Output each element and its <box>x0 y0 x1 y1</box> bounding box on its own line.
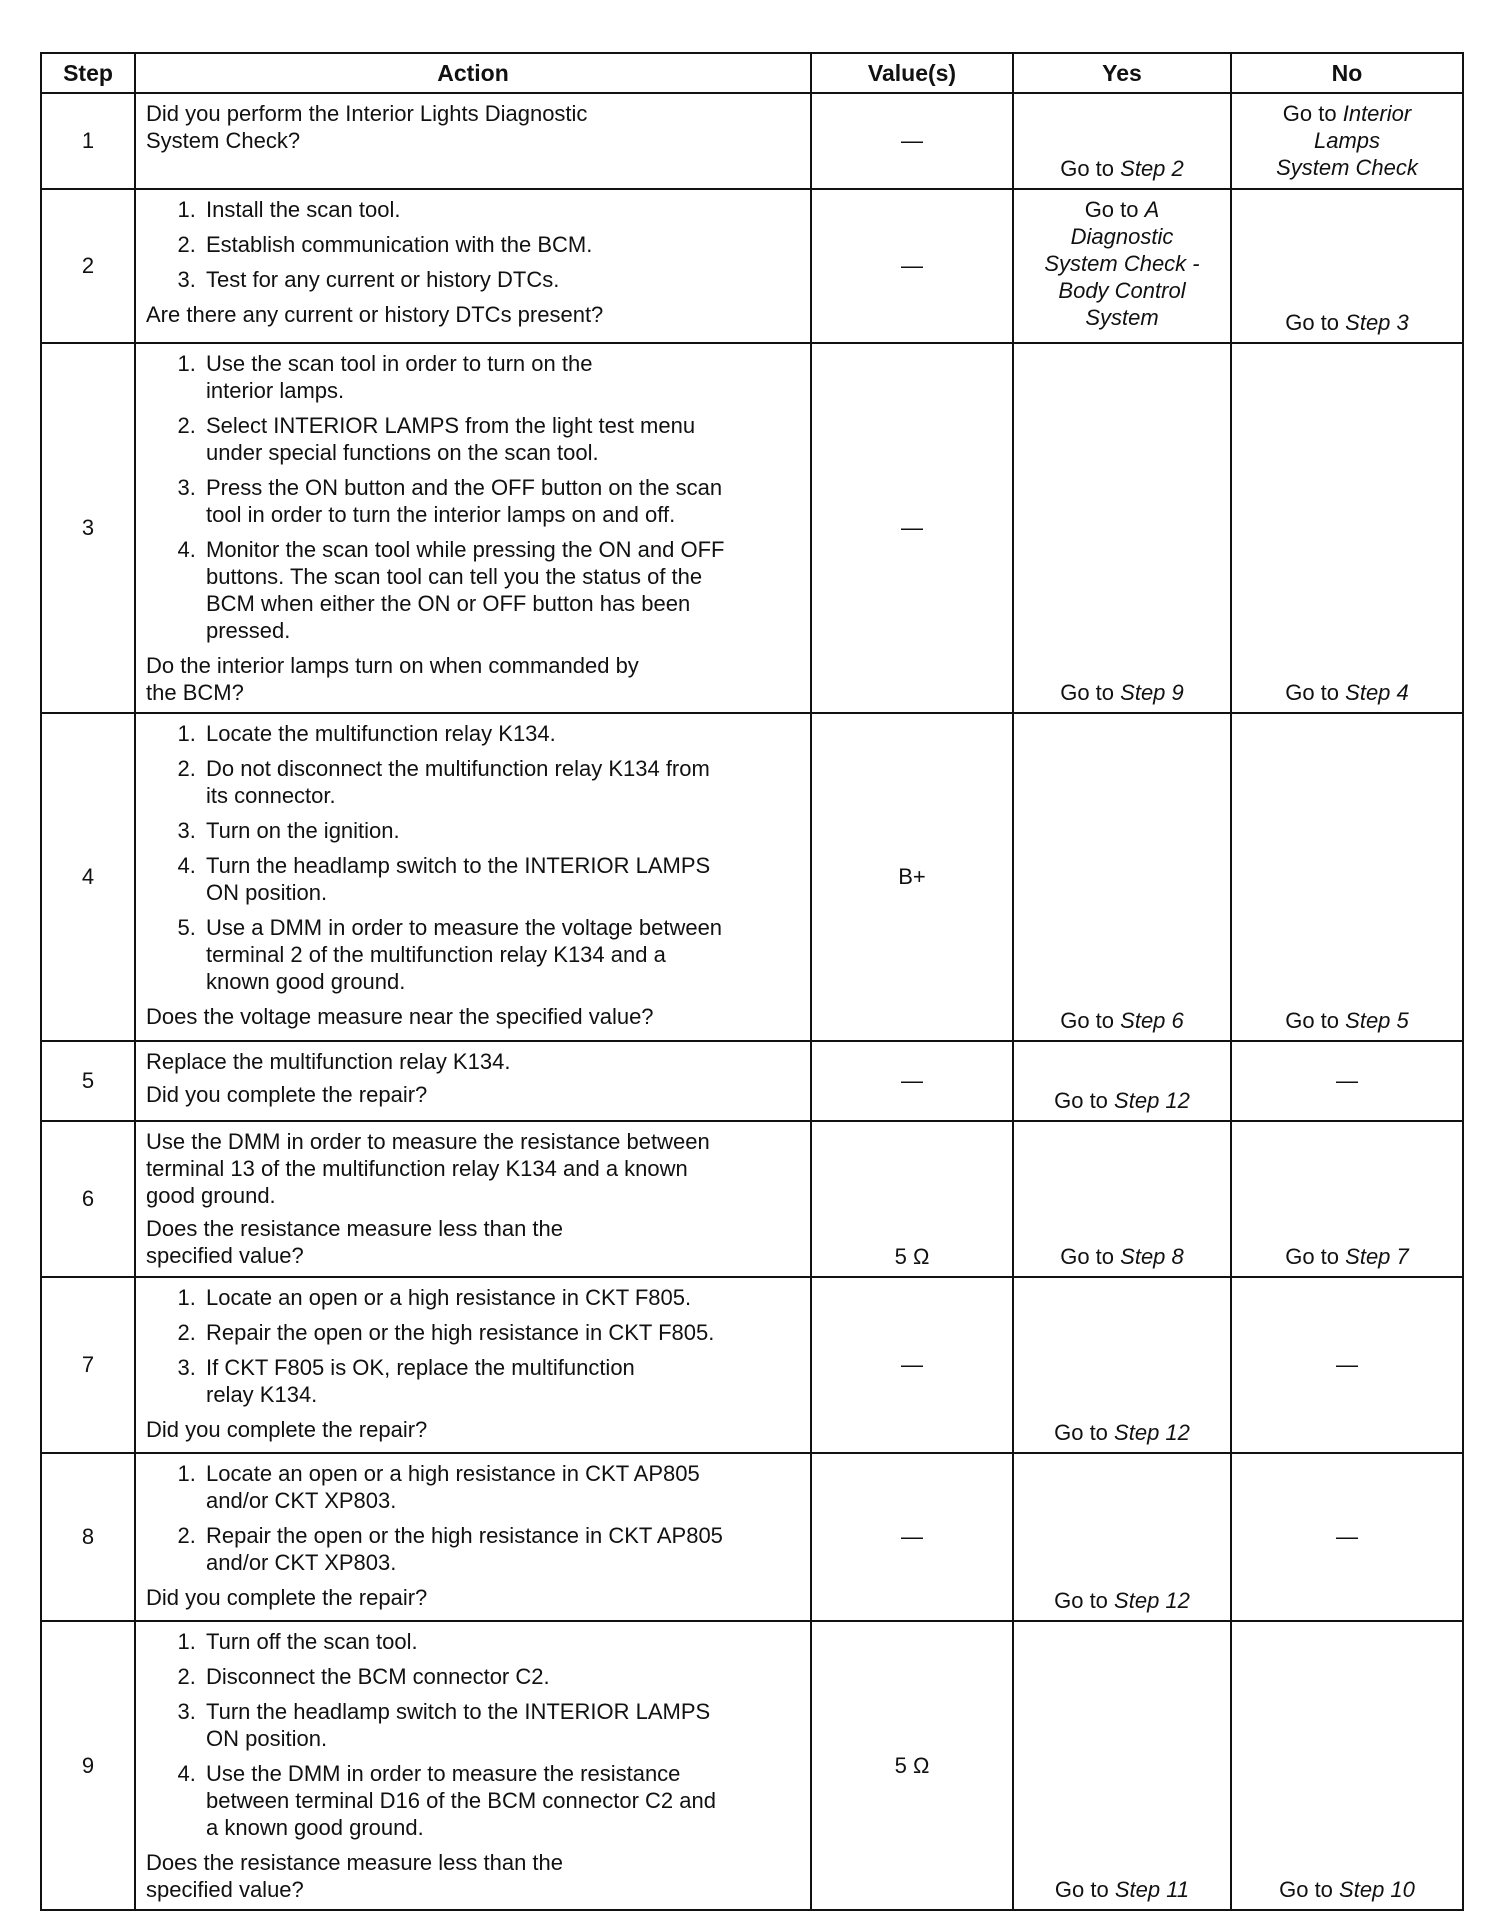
value-cell: — <box>811 93 1013 189</box>
table-row <box>41 343 1463 713</box>
action-item: 3. If CKT F805 is OK, replace the multifunction relay K134. <box>202 1354 800 1408</box>
action-cell <box>135 713 811 1041</box>
action-list <box>146 1628 800 1841</box>
step-number: 6 <box>41 1121 135 1277</box>
action-text: Use the DMM in order to measure the resistance between terminal 13 of the multifunction relay K134 and a known good ground. <box>146 1129 710 1208</box>
action-item: 1. Locate the multifunction relay K134. <box>202 720 800 747</box>
step-number: 4 <box>41 713 135 1041</box>
header-action: Action <box>135 53 811 93</box>
step-number: 9 <box>41 1621 135 1910</box>
yes-cell: Go to Step 2 <box>1013 93 1231 189</box>
action-question: Do the interior lamps turn on when commanded by the BCM? <box>146 653 639 705</box>
action-question: Does the resistance measure less than the specified value? <box>146 1216 564 1268</box>
table-row <box>41 1621 1463 1910</box>
value-cell: — <box>811 189 1013 343</box>
action-item: 3. Turn the headlamp switch to the INTERIOR LAMPS ON position. <box>202 1698 800 1752</box>
step-number: 8 <box>41 1453 135 1621</box>
yes-cell: Go to A Diagnostic System Check - Body Control System <box>1013 189 1231 343</box>
action-item: 2. Disconnect the BCM connector C2. <box>202 1663 800 1690</box>
action-item: 2. Repair the open or the high resistance in CKT AP805 and/or CKT XP803. <box>202 1522 800 1576</box>
action-item: 1. Install the scan tool. <box>202 196 800 223</box>
table-row <box>41 93 1463 189</box>
step-number: 3 <box>41 343 135 713</box>
step-number: 1 <box>41 93 135 189</box>
action-text: Replace the multifunction relay K134. <box>146 1049 511 1074</box>
diagnostic-table <box>40 52 1464 1911</box>
yes-cell: Go to Step 12 <box>1013 1041 1231 1121</box>
action-item: 1. Turn off the scan tool. <box>202 1628 800 1655</box>
yes-cell: Go to Step 12 <box>1013 1453 1231 1621</box>
header-row <box>41 53 1463 93</box>
action-item: 2. Select INTERIOR LAMPS from the light test menu under special functions on the scan tool. <box>202 412 800 466</box>
action-item: 4. Monitor the scan tool while pressing the ON and OFF buttons. The scan tool can tell you the status of the BCM when either the ON or OFF button has been pressed. <box>202 536 800 644</box>
value-cell: — <box>811 343 1013 713</box>
table-row <box>41 713 1463 1041</box>
action-list <box>146 196 800 293</box>
action-list <box>146 1460 800 1576</box>
no-cell: Go to Step 10 <box>1231 1621 1463 1910</box>
action-item: 3. Test for any current or history DTCs. <box>202 266 800 293</box>
action-item: 3. Press the ON button and the OFF button on the scan tool in order to turn the interior lamps on and off. <box>202 474 800 528</box>
step-number: 7 <box>41 1277 135 1453</box>
action-question: Did you complete the repair? <box>146 1082 428 1107</box>
step-number: 5 <box>41 1041 135 1121</box>
value-cell: B+ <box>811 713 1013 1041</box>
table-row <box>41 1277 1463 1453</box>
no-cell: — <box>1231 1453 1463 1621</box>
step-number: 2 <box>41 189 135 343</box>
action-cell <box>135 1041 811 1121</box>
yes-cell: Go to Step 12 <box>1013 1277 1231 1453</box>
header-step: Step <box>41 53 135 93</box>
no-cell: Go to Step 3 <box>1231 189 1463 343</box>
no-cell: Go to Step 4 <box>1231 343 1463 713</box>
yes-cell: Go to Step 9 <box>1013 343 1231 713</box>
header-yes: Yes <box>1013 53 1231 93</box>
action-cell <box>135 1277 811 1453</box>
action-cell <box>135 93 811 189</box>
action-cell <box>135 189 811 343</box>
action-item: 1. Locate an open or a high resistance in CKT F805. <box>202 1284 800 1311</box>
value-cell: 5 Ω <box>811 1621 1013 1910</box>
action-item: 2. Do not disconnect the multifunction relay K134 from its connector. <box>202 755 800 809</box>
action-item: 2. Establish communication with the BCM. <box>202 231 800 258</box>
header-no: No <box>1231 53 1463 93</box>
action-item: 4. Use the DMM in order to measure the resistance between terminal D16 of the BCM connector C2 and a known good ground. <box>202 1760 800 1841</box>
value-cell: — <box>811 1453 1013 1621</box>
no-cell: Go to Step 5 <box>1231 713 1463 1041</box>
action-item: 4. Turn the headlamp switch to the INTERIOR LAMPS ON position. <box>202 852 800 906</box>
action-question: Are there any current or history DTCs present? <box>146 302 604 327</box>
action-question: Did you complete the repair? <box>146 1417 428 1442</box>
no-cell: Go to Step 7 <box>1231 1121 1463 1277</box>
action-item: 2. Repair the open or the high resistance in CKT F805. <box>202 1319 800 1346</box>
value-cell: — <box>811 1041 1013 1121</box>
action-list <box>146 1284 800 1408</box>
action-question: Does the resistance measure less than the specified value? <box>146 1850 564 1902</box>
no-cell: — <box>1231 1277 1463 1453</box>
yes-cell: Go to Step 6 <box>1013 713 1231 1041</box>
no-cell: — <box>1231 1041 1463 1121</box>
action-item: 1. Use the scan tool in order to turn on the interior lamps. <box>202 350 800 404</box>
value-cell: — <box>811 1277 1013 1453</box>
no-cell: Go to Interior Lamps System Check <box>1231 93 1463 189</box>
table-row <box>41 189 1463 343</box>
diagnostic-page <box>40 52 1462 1911</box>
action-item: 1. Locate an open or a high resistance in CKT AP805 and/or CKT XP803. <box>202 1460 800 1514</box>
value-cell: 5 Ω <box>811 1121 1013 1277</box>
action-question: Did you complete the repair? <box>146 1585 428 1610</box>
yes-cell: Go to Step 8 <box>1013 1121 1231 1277</box>
action-cell <box>135 1621 811 1910</box>
yes-cell: Go to Step 11 <box>1013 1621 1231 1910</box>
table-row <box>41 1041 1463 1121</box>
action-text: Did you perform the Interior Lights Diagnostic System Check? <box>146 101 588 153</box>
action-cell <box>135 1121 811 1277</box>
action-cell <box>135 343 811 713</box>
header-values: Value(s) <box>811 53 1013 93</box>
table-row <box>41 1121 1463 1277</box>
action-item: 5. Use a DMM in order to measure the voltage between terminal 2 of the multifunction relay K134 and a known good ground. <box>202 914 800 995</box>
action-list <box>146 350 800 644</box>
action-cell <box>135 1453 811 1621</box>
action-list <box>146 720 800 995</box>
action-question: Does the voltage measure near the specified value? <box>146 1004 654 1029</box>
action-item: 3. Turn on the ignition. <box>202 817 800 844</box>
table-row <box>41 1453 1463 1621</box>
